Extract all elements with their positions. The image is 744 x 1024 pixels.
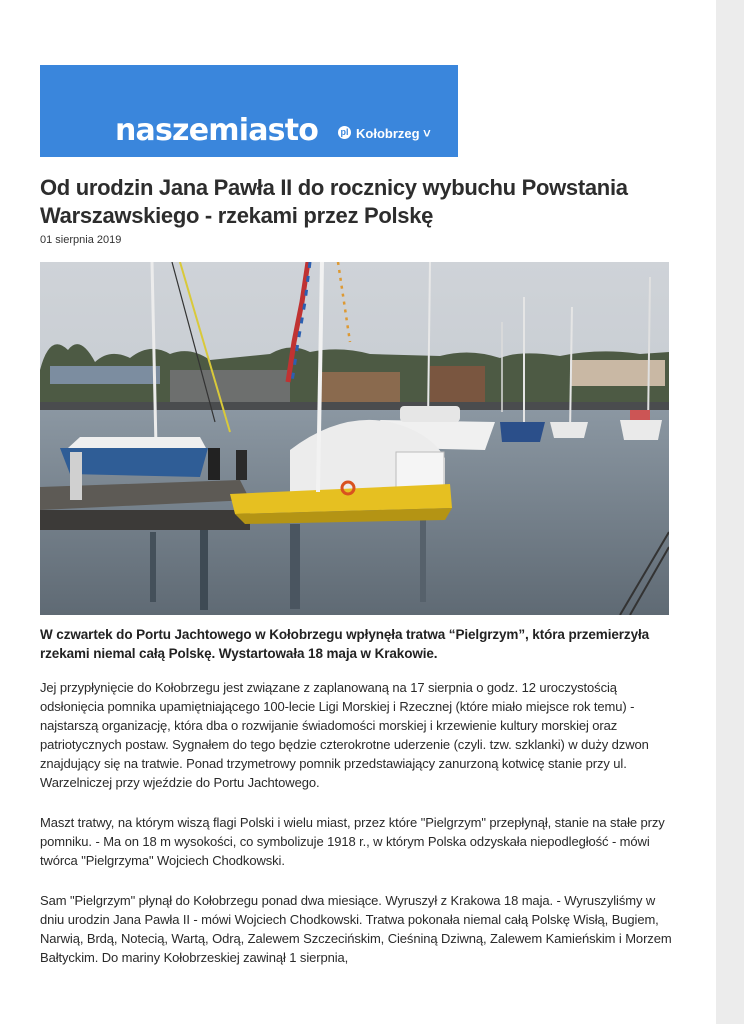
marina-photo-illustration (40, 262, 669, 615)
article-paragraph-1: Jej przypłynięcie do Kołobrzegu jest związane z zaplanowaną na 17 sierpnia o godz. 12 uroczystością odsłonięcia pomnika upamiętniającego 100-lecie Ligi Morskiej i Rzecznej (które miało miejsce rok temu) - najstarszą organizację, która dba o rozwijanie świadomości morskiej i krzewienie kultury morskiej oraz patriotycznych postaw. Sygnałem do tego będzie czterokrotne uderzenie (czyli. tzw. szklanki) w duży dzwon znajdujący się na tratwie. Ponad trzymetrowy pomnik przedstawiający zanurzoną kotwicę stanie przy ul. Warzelniczej przy wjeździe do Portu Jachtowego. (40, 680, 649, 790)
site-banner[interactable] (40, 65, 458, 157)
site-logo-text: naszemiasto (115, 113, 319, 148)
article-date: 01 sierpnia 2019 (40, 234, 122, 246)
article-title: Od urodzin Jana Pawła II do rocznicy wybuchu Powstania Warszawskiego - rzekami przez Polskę (40, 175, 628, 228)
article-paragraph-2: Maszt tratwy, na którym wiszą flagi Polski i wielu miast, przez które "Pielgrzym" przepłynął, stanie na stałe przy pomniku. - Ma on 18 m wysokości, co symbolizuje 1918 r., w którym Polska odzyskała niepodległość - mówi twórca "Pielgrzyma" Wojciech Chodkowski. (40, 815, 665, 868)
article-photo (40, 262, 669, 615)
site-logo-mark-icon: pl (338, 126, 351, 139)
city-selector[interactable]: Kołobrzeg ˅ (356, 126, 431, 141)
article-lead: W czwartek do Portu Jachtowego w Kołobrzegu wpłynęła tratwa “Pielgrzym”, która przemierzyła rzekami niemal całą Polskę. Wystartowała 18 maja w Krakowie. (40, 627, 650, 661)
article-paragraph-3: Sam "Pielgrzym" płynął do Kołobrzegu ponad dwa miesiące. Wyruszył z Krakowa 18 maja. - Wyruszyliśmy w dniu urodzin Jana Pawła II - mówi Wojciech Chodkowski. Tratwa pokonała niemal całą Polskę Wisłą, Bugiem, Narwią, Brdą, Notecią, Wartą, Odrą, Zalewem Szczecińskim, Cieśniną Dziwną, Zalewem Kamieńskim i Morzem Bałtyckim. Do mariny Kołobrzeskiej zawinął 1 sierpnia, (40, 893, 672, 965)
scan-edge (716, 0, 744, 1024)
